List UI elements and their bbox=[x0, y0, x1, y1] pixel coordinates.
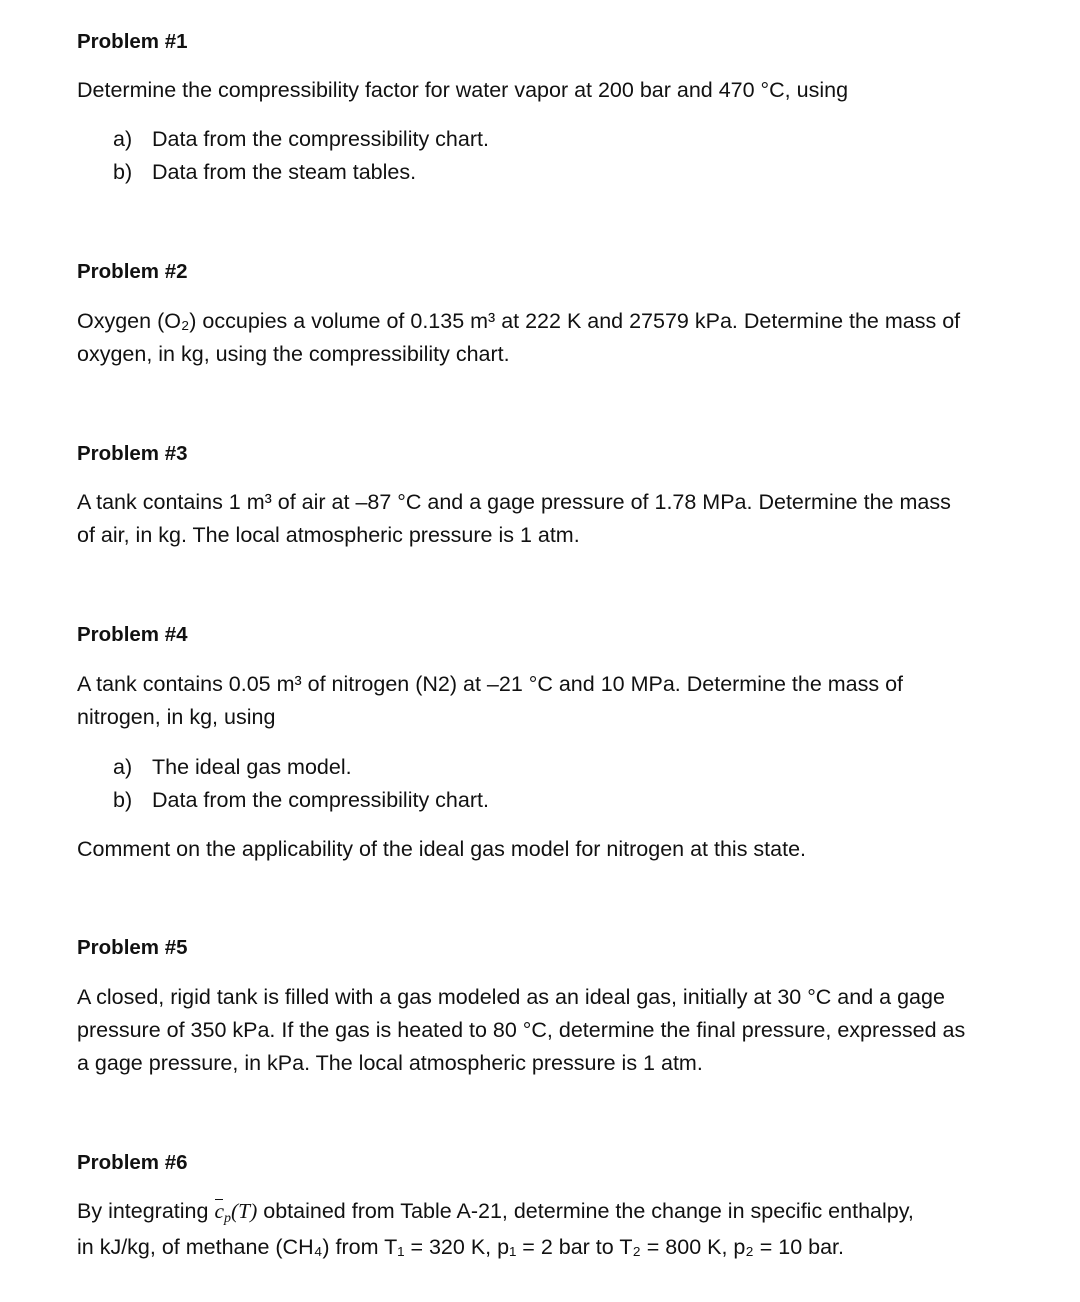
item-text: Data from the compressibility chart. bbox=[152, 788, 489, 812]
item-text: Data from the steam tables. bbox=[152, 160, 417, 184]
text-line: A tank contains 0.05 m³ of nitrogen (N2) at –21 °C and 10 MPa. Determine the mass of bbox=[77, 672, 904, 696]
text-span: By integrating bbox=[77, 1199, 215, 1223]
text-line: pressure of 350 kPa. If the gas is heated to 80 °C, determine the final pressure, expressed as bbox=[77, 1018, 966, 1042]
text-line: oxygen, in kg, using the compressibility chart. bbox=[77, 342, 510, 366]
item-label: b) bbox=[113, 160, 133, 184]
problem-3-text bbox=[77, 486, 1037, 552]
problem-1-title: Problem #1 bbox=[77, 30, 188, 53]
text-line: Oxygen (O₂) occupies a volume of 0.135 m³ at 222 K and 27579 kPa. Determine the mass of bbox=[77, 309, 961, 333]
text-line bbox=[77, 1195, 1037, 1231]
text-line: of air, in kg. The local atmospheric pressure is 1 atm. bbox=[77, 523, 580, 547]
list-item bbox=[113, 156, 489, 189]
problem-4-title: Problem #4 bbox=[77, 623, 188, 646]
item-text: The ideal gas model. bbox=[152, 755, 352, 779]
text-line: A closed, rigid tank is filled with a gas modeled as an ideal gas, initially at 30 °C and a gage bbox=[77, 985, 945, 1009]
problem-1-options bbox=[113, 123, 489, 189]
problem-1-text bbox=[77, 74, 1037, 107]
problem-3-title: Problem #3 bbox=[77, 442, 188, 465]
cp-argument: (T) bbox=[231, 1199, 258, 1223]
list-item bbox=[113, 751, 489, 784]
problem-5-title: Problem #5 bbox=[77, 936, 188, 959]
problem-4-text bbox=[77, 668, 1037, 734]
text-line: A tank contains 1 m³ of air at –87 °C and a gage pressure of 1.78 MPa. Determine the mass bbox=[77, 490, 951, 514]
problem-2-text bbox=[77, 305, 1037, 371]
text-span: obtained from Table A-21, determine the change in specific enthalpy, bbox=[257, 1199, 914, 1223]
list-item bbox=[113, 784, 489, 817]
problem-4-options bbox=[113, 751, 489, 817]
cp-bar-symbol: c bbox=[214, 1195, 224, 1228]
problem-5-text bbox=[77, 981, 1037, 1080]
problem-6-text bbox=[77, 1195, 1037, 1264]
problem-6-title: Problem #6 bbox=[77, 1151, 188, 1174]
item-label: a) bbox=[113, 755, 133, 779]
text-line: nitrogen, in kg, using bbox=[77, 705, 276, 729]
text-line: Determine the compressibility factor for water vapor at 200 bar and 470 °C, using bbox=[77, 78, 849, 102]
item-label: b) bbox=[113, 788, 133, 812]
cp-subscript: p bbox=[224, 1211, 231, 1226]
list-item bbox=[113, 123, 489, 156]
problem-2-title: Problem #2 bbox=[77, 260, 188, 283]
problem-4-comment: Comment on the applicability of the ideal gas model for nitrogen at this state. bbox=[77, 837, 807, 861]
item-text: Data from the compressibility chart. bbox=[152, 127, 489, 151]
item-label: a) bbox=[113, 127, 133, 151]
text-line: a gage pressure, in kPa. The local atmospheric pressure is 1 atm. bbox=[77, 1051, 703, 1075]
text-line: in kJ/kg, of methane (CH₄) from T₁ = 320 K, p₁ = 2 bar to T₂ = 800 K, p₂ = 10 bar. bbox=[77, 1235, 844, 1259]
